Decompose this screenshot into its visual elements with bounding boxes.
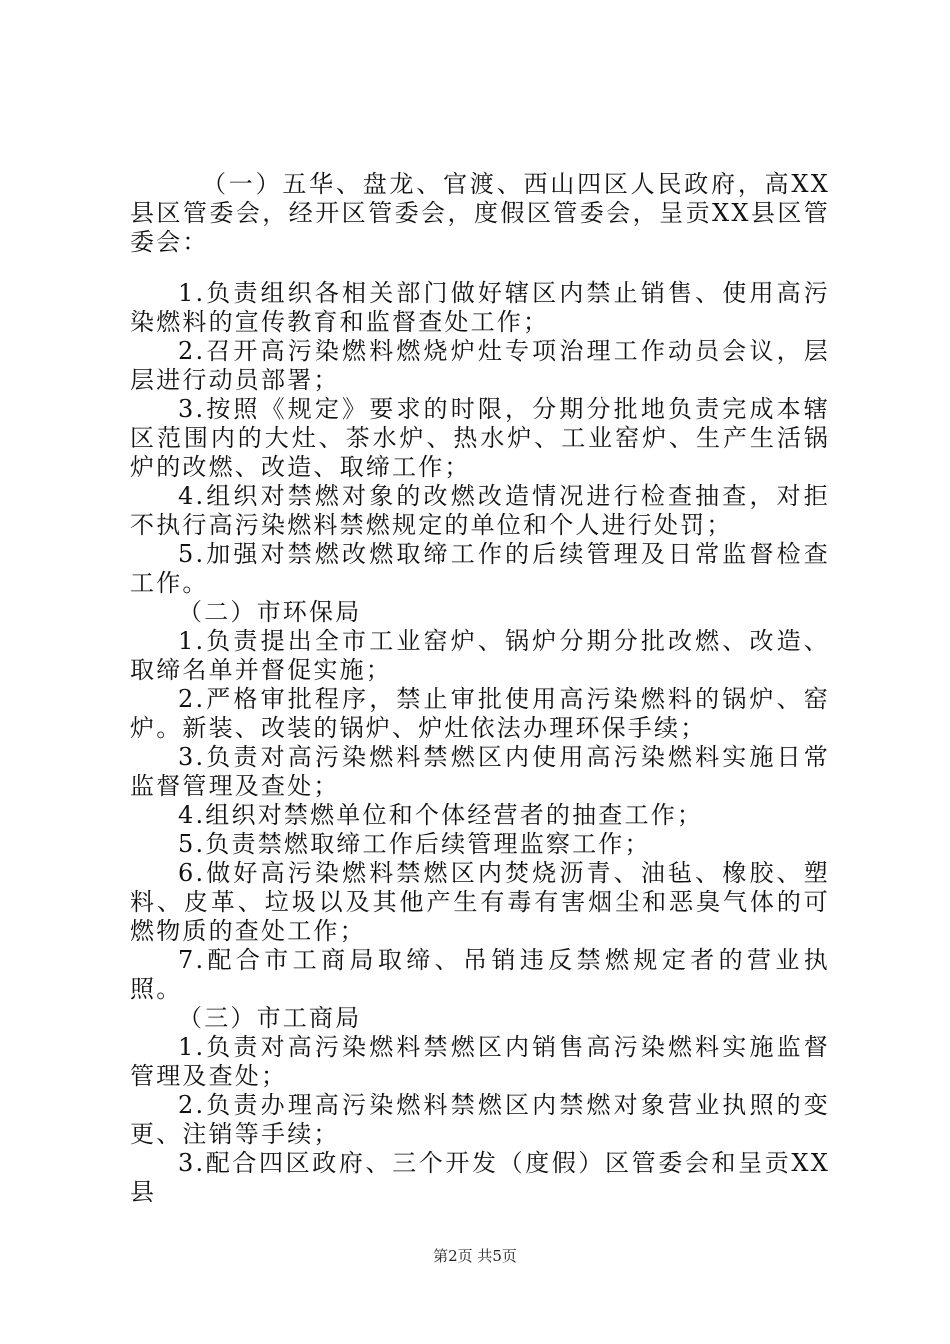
paragraph: 7.配合市工商局取缔、吊销违反禁燃规定者的营业执照。 — [130, 946, 830, 1003]
paragraph: 1.负责提出全市工业窑炉、锅炉分期分批改燃、改造、取缔名单并督促实施； — [130, 627, 830, 684]
paragraph: 2.负责办理高污染燃料禁燃区内禁燃对象营业执照的变更、注销等手续； — [130, 1091, 830, 1148]
paragraph: 3.负责对高污染燃料禁燃区内使用高污染燃料实施日常监督管理及查处； — [130, 743, 830, 800]
paragraph: 3.按照《规定》要求的时限，分期分批地负责完成本辖区范围内的大灶、茶水炉、热水炉、工业窑炉、生产生活锅炉的改燃、改造、取缔工作； — [130, 395, 830, 481]
paragraph: （一）五华、盘龙、官渡、西山四区人民政府，高XX县区管委会，经开区管委会，度假区管委会，呈贡XX县区管委会： — [130, 170, 830, 256]
paragraph: 5.负责禁燃取缔工作后续管理监察工作； — [178, 830, 651, 858]
paragraph: 2.严格审批程序，禁止审批使用高污染燃料的锅炉、窑炉。新装、改装的锅炉、炉灶依法办理环保手续； — [130, 685, 830, 742]
paragraph: 4.组织对禁燃单位和个体经营者的抽查工作； — [178, 801, 704, 829]
paragraph: 1.负责对高污染燃料禁燃区内销售高污染燃料实施监督管理及查处； — [130, 1033, 830, 1090]
section-heading: （三）市工商局 — [178, 1004, 362, 1032]
paragraph: 3.配合四区政府、三个开发（度假）区管委会和呈贡XX县 — [130, 1149, 830, 1206]
paragraph: 6.做好高污染燃料禁燃区内焚烧沥青、油毡、橡胶、塑料、皮革、垃圾以及其他产生有毒有害烟尘和恶臭气体的可燃物质的查处工作； — [130, 859, 830, 945]
paragraph: 1.负责组织各相关部门做好辖区内禁止销售、使用高污染燃料的宣传教育和监督查处工作； — [130, 279, 830, 336]
paragraph: 2.召开高污染燃料燃烧炉灶专项治理工作动员会议，层层进行动员部署； — [130, 337, 830, 394]
page-footer: 第2页 共5页 — [433, 1247, 517, 1265]
section-heading: （二）市环保局 — [178, 598, 362, 626]
paragraph: 4.组织对禁燃对象的改燃改造情况进行检查抽查，对拒不执行高污染燃料禁燃规定的单位和个人进行处罚； — [130, 482, 830, 539]
paragraph: 5.加强对禁燃改燃取缔工作的后续管理及日常监督检查工作。 — [130, 540, 830, 597]
document-body — [130, 170, 830, 1207]
